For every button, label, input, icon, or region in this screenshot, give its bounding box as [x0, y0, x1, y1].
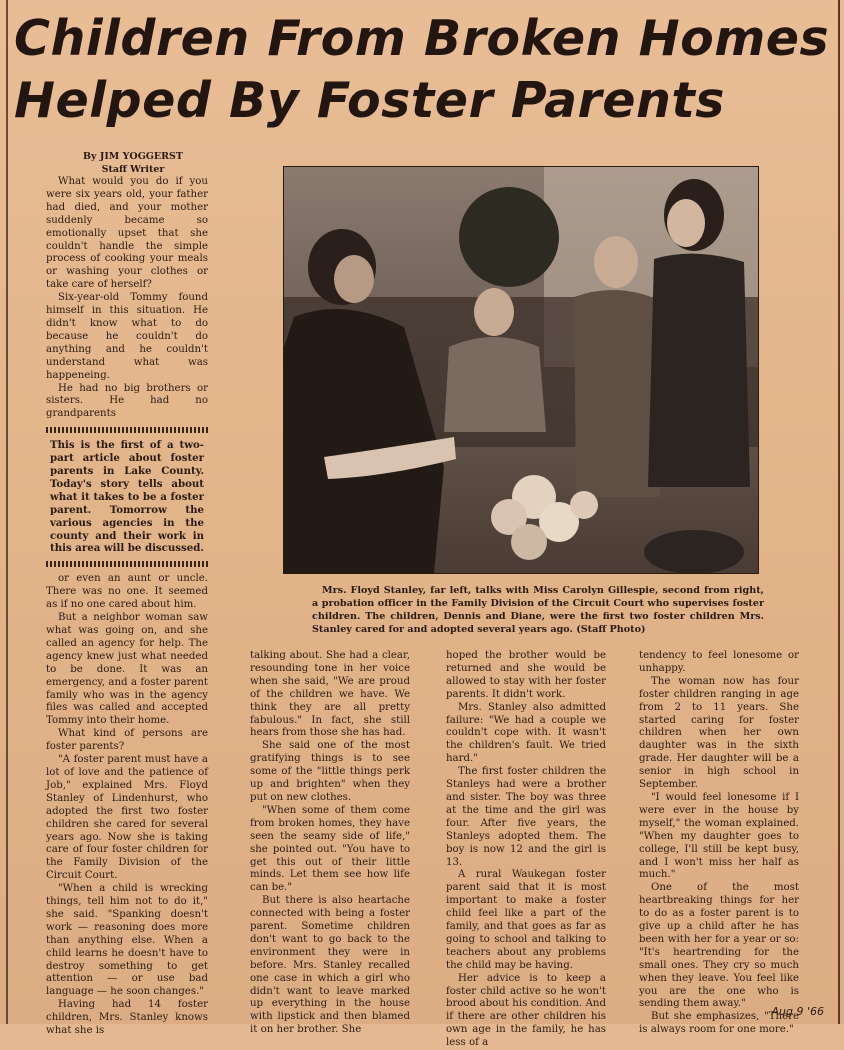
paragraph: tendency to feel lonesome or unhappy.	[639, 650, 799, 674]
woman-left-face	[334, 255, 374, 303]
paragraph: What kind of persons are foster parents?	[46, 728, 208, 753]
box-rule-top	[46, 427, 208, 433]
paragraph: "When some of them come from broken homes, they have seen the seamy side of life," she pointed out. "You have to get this out of their little minds. Let them see how life can be."	[250, 804, 410, 894]
paragraph: But she emphasizes, "There is always room for one more."	[639, 1011, 799, 1036]
paragraph: But a neighbor woman saw what was going on, and she called an agency for help. The agency knew just what needed to be done. It was an emergency, and a foster parent family who was in the agency files was called and accepted Tommy into their home.	[46, 612, 208, 727]
paragraph: She said one of the most gratifying things is to see some of the "little things perk up and brighten" when they put on new clothes.	[250, 740, 410, 803]
paragraph: A rural Waukegan foster parent said that it is most important to make a foster child feel like a part of the family, and that goes as far as going to school and talking to teachers about any problems the child may be having.	[446, 869, 606, 971]
clipping-right-edge	[838, 0, 840, 1024]
boy-face	[474, 288, 514, 336]
clipping-left-edge	[6, 0, 8, 1024]
article-column-2	[250, 650, 410, 1037]
article-column-3	[446, 650, 606, 1050]
paragraph: talking about. She had a clear, resounding tone in her voice when she said, "We are proud of the children we have. We think they are all pretty fabulous." In fact, she still hears from those she has had.	[250, 650, 410, 739]
headline-line-1: Children From Broken Homes	[14, 10, 830, 67]
editor-note-box: This is the first of a two-part article about foster parents in Lake County. Today's story tells about what it takes to be a foster parent. Tomorrow the various agencies in the county and their work in this area will be discussed.	[50, 439, 204, 555]
boy-shirt	[444, 337, 546, 432]
paragraph: The first foster children the Stanleys had were a brother and sister. The boy was three at the time and the girl was four. After five years, the Stanleys adopted them. The boy is now 12 and the girl is 13.	[446, 766, 606, 868]
paragraph: Having had 14 foster children, Mrs. Stanley knows what she is	[46, 999, 208, 1037]
woman-right-face	[594, 236, 638, 288]
byline-role: Staff Writer	[101, 164, 165, 175]
paragraph: One of the most heartbreaking things for her to do as a foster parent is to give up a child after he has been with her for a year or so: "It's heartrending for the small ones. They cry so much when they leave. You feel like you are the one who is sending them away."	[639, 882, 799, 1010]
article-column-1	[46, 150, 208, 1038]
photo-caption: Mrs. Floyd Stanley, far left, talks with Miss Carolyn Gillespie, second from right, a probation officer in the Family Division of the Circuit Court who supervises foster children. The children, Dennis and Diane, were the first two foster children Mrs. Stanley cared for and adopted several years ago. (Staff Photo)	[312, 585, 764, 635]
paragraph: hoped the brother would be returned and she would be allowed to stay with her foster parents. It didn't work.	[446, 650, 606, 700]
girl-dress	[648, 254, 750, 487]
paragraph: "When a child is wrecking things, tell him not to do it," she said. "Spanking doesn't work — reasoning does more than anything else. When a child learns he doesn't have to destroy something to get attention — or use bad language — he soon changes."	[46, 883, 208, 998]
staff-photo	[283, 166, 759, 574]
paragraph: "I would feel lonesome if I were ever in the house by myself," the woman explained. "When my daughter goes to college, I'll still be kept busy, and I won't miss her half as much."	[639, 791, 799, 881]
headline	[14, 8, 834, 132]
woman-right-dress	[574, 290, 660, 497]
paragraph: The woman now has four foster children ranging in age from 2 to 11 years. She started caring for foster children when her own daughter was in the sixth grade. Her daughter will be a senior in high school in September.	[639, 675, 799, 791]
table-bowl	[644, 530, 744, 573]
photo-illustration	[284, 167, 758, 573]
article-column-4	[639, 650, 799, 1037]
handwritten-date: Aug 9 '66	[771, 1005, 824, 1018]
paragraph: Six-year-old Tommy found himself in this situation. He didn't know what to do because he couldn't do anything and he couldn't understand what was happeneing.	[46, 292, 208, 381]
box-rule-bottom	[46, 561, 208, 567]
byline-author: By JIM YOGGERST	[83, 151, 183, 162]
paragraph: But there is also heartache connected with being a foster parent. Sometime children don't want to go back to the environment they were in before. Mrs. Stanley recalled one case in which a girl who didn't want to leave marked up everything in the house with lipstick and then blamed it on her brother. She	[250, 895, 410, 1036]
paragraph: "A foster parent must have a lot of love and the patience of Job," explained Mrs. Floyd Stanley of Lindenhurst, who adopted the first two foster children she cared for several years ago. Now she is taking care of four foster children for the Family Division of the Circuit Court.	[46, 754, 208, 882]
paragraph: Her advice is to keep a foster child active so he won't brood about his condition. And if there are other children his own age in the family, he has less of a	[446, 972, 606, 1049]
headline-line-2: Helped By Foster Parents	[14, 72, 725, 129]
plant	[459, 187, 559, 287]
girl-face	[667, 199, 705, 247]
paragraph: Mrs. Stanley also admitted failure: "We had a couple we couldn't cope with. It wasn't the children's fault. We tried hard."	[446, 701, 606, 765]
paragraph: What would you do if you were six years old, your father had died, and your mother suddenly became so emotionally upset that she couldn't handle the simple process of cooking your meals or washing your clothes or take care of herself?	[46, 176, 208, 291]
paragraph: He had no big brothers or sisters. He had no grandparents	[46, 382, 208, 420]
paragraph: or even an aunt or uncle. There was no one. It seemed as if no one cared about him.	[46, 573, 208, 611]
